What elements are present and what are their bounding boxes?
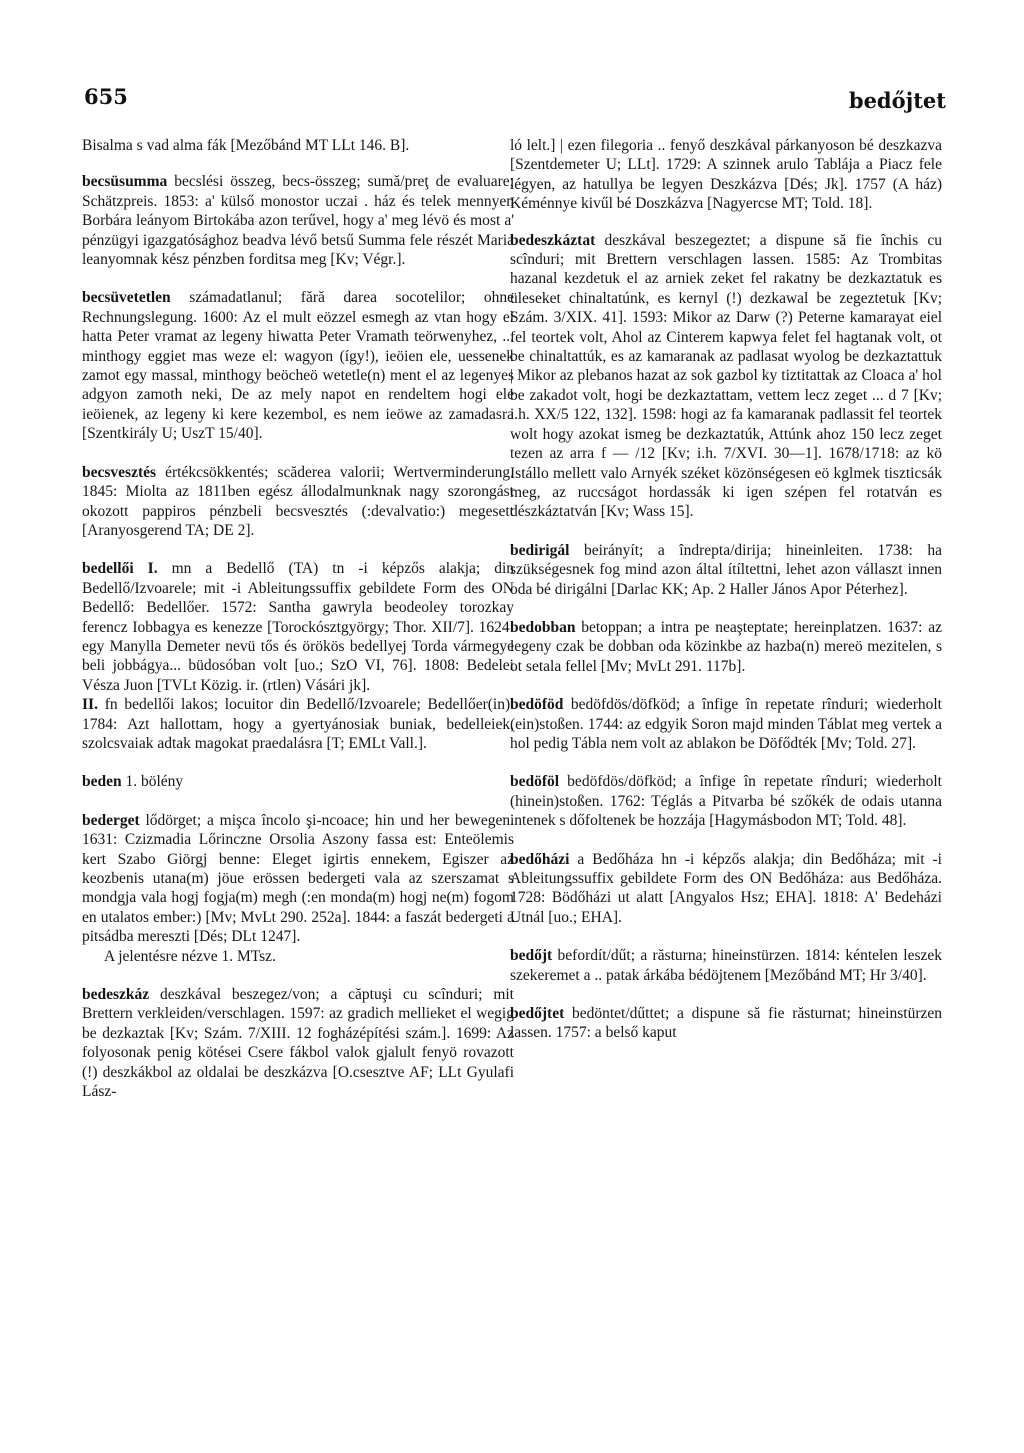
entry-note	[82, 947, 514, 966]
entry-text: értékcsökkentés; scăderea valorii; Wertverminderung. 1845: Miolta az 1811ben egész állodalmunknak nagy szorongást okozott pappiros pénzbeli becsvesztés (:devalvatio:) megesett [Aranyosgerend TA; DE 2].	[82, 463, 514, 539]
entry-text: Bisalma s vad alma fák [Mezőbánd MT LLt 146. B].	[82, 137, 410, 154]
dictionary-entry	[82, 288, 514, 443]
entry-headword: bedőházi	[510, 850, 570, 868]
entry-headword: becsvesztés	[82, 463, 157, 481]
right-column	[510, 136, 942, 1062]
dictionary-entry	[82, 136, 514, 155]
entry-headword: bedeszkáz	[82, 986, 150, 1004]
dictionary-entry	[82, 559, 514, 695]
entry-headword: becsüsumma	[82, 173, 168, 191]
entry-text: 1. bölény	[121, 773, 184, 791]
entry-headword: bedőjtet	[510, 1005, 565, 1023]
entry-headword: bedöföd	[510, 696, 564, 714]
entry-text: mn a Bedellő (TA) tn -i képzős alakja; din Bedellő/Izvoarele; mit -i Ableitungssuffix gebildete Form des ON Bedellő: Bedellőer. 1572: Santha gawryla beodeoley torozkay ferencz Iobbagya es kenezze [Torockósztgyörgy; Thor. XII/7]. 1624: egy Manylla Demeter nevü tős és örökös bedellyej Torda vármegye beli jobbágya... büdosóban volt [uo.; SzO VI, 76]. 1808: Bedelei Vésza Juon [TVLt Közig. ir. (rtlen) Vásári jk].	[82, 560, 514, 694]
dictionary-entry	[82, 772, 514, 791]
dictionary-subentry	[82, 695, 514, 753]
entry-headword: beden	[82, 773, 122, 791]
page-number: 655	[84, 84, 128, 109]
entry-headword: bedirigál	[510, 541, 570, 559]
entry-text: A jelentésre nézve 1. MTsz.	[104, 947, 276, 965]
dictionary-entry	[510, 541, 942, 599]
dictionary-entry	[510, 618, 942, 676]
entry-text: a Bedőháza hn -i képzős alakja; din Bedőháza; mit -i Ableitungssuffix gebildete Form des ON Bedőháza: aus Bedőháza. 1728: Bödőházi ut alatt [Angyalos Hsz; EHA]. 1818: A' Bedeházi Utnál [uo.; EHA].	[510, 850, 942, 926]
entry-headword: bederget	[82, 811, 140, 829]
running-head: bedőjtet	[848, 88, 946, 113]
entry-headword: bedobban	[510, 618, 576, 636]
dictionary-entry	[510, 231, 942, 522]
entry-text: deszkával beszegez/von; a căptuşi cu scînduri; mit Brettern verkleiden/verschlagen. 1597: az gradich mellieket el wegig be dezkaztak [Kv; Szám. 7/XIII. 12 fogházépítési szám.]. 1699: Az folyosonak penig kötései Csere fákbol valok gjalult fenyö rovazott (!) deszkákbol az oldalai be deszkázva [O.csesztve AF; LLt Gyulafi Lász-	[82, 986, 514, 1101]
entry-headword: bedöföl	[510, 773, 560, 791]
entry-text: számadatlanul; fără darea socotelilor; ohne Rechnungslegung. 1600: Az el mult eözzel esmegh az vtan hogy el hatta Peter vramat az legeny hiwatta Peter Vramath teörwenyhez, ... minthogy eggiet mas weze el: wagyon (így!), ieöien ele, uessenek zamot egy massal, minthogy beöcheö wetetle(n) ment el az legenyes adgyon zamoth neki, De az mely napot en rendeltem hogi ele ieöienek, az legeny ki kere kezembol, es nem ieöwe az zamadasra [Szentkirály U; UszT 15/40].	[82, 289, 514, 443]
entry-text: fn bedellői lakos; locuitor din Bedellő/Izvoarele; Bedellőer(in). 1784: Azt hallottam, hogy a gyertyánosiak buniak, bedelleiek, szolcsvaiak adtak magokat praedalásra [T; EMLt Vall.].	[82, 696, 514, 752]
dictionary-entry	[510, 772, 942, 830]
dictionary-entry	[510, 850, 942, 928]
dictionary-entry	[510, 1004, 942, 1043]
entry-text: beirányít; a îndrepta/dirija; hineinleiten. 1738: ha szükségesnek fog mind azon által ítíltettni, lehet azon vállaszt innen oda bé dirigálni [Darlac KK; Ap. 2 Haller János Apor Péterhez].	[510, 541, 942, 598]
entry-text: lődörget; a mişca încolo şi-ncoace; hin und her bewegen. 1631: Czizmadia Lőrinczne Orsolia Aszony fassa est: Enteölemis kert Szabo Giörgj benne: Eleget igirtis ennekem, Egiszer az keozbenis utana(m) jöue erössen bedergeti vala az szerszamat s mondgja vala hogj fogja(m) megh (:en monda(m) hogj ne(m) fogom en utalatos ember:) [Mv; MvLt 290. 252a]. 1844: a faszát bedergeti a pitsádba mereszti [Dés; DLt 1247].	[82, 811, 514, 946]
entry-text: bedöfdös/döfköd; a înfige în repetate rînduri; wiederholt (hinein)stoßen. 1762: Téglás a Pitvarba bé szőkék de odais utanna intenek s dőfoltenek be hozzája [Hagymásbodon MT; Told. 48].	[510, 773, 942, 830]
entry-text: deszkával beszegeztet; a dispune să fie închis cu scînduri; mit Brettern verschlagen lassen. 1585: Az Trombitas hazanal kezdetuk el az arniek zeket fel rakatny be dezkaztatuk es üleseket chinaltatúnk, es kernyl (!) dezkawal be zegeztetuk [Kv; Szám. 3/XIX. 41]. 1593: Mikor az Darw (?) Peterne kamarayat eiel fel teortek volt, Ahol az Cinterem kapwya felet fel hagtanak volt, ot be chinaltattúk, es az kamaranak az padlasat wyolog be dezkaztattuk | Mikor az plebanos hazat az sok gazbol ky tiztitattak az Cloaca a' hol be zakadot volt, hogi be dezkaztattam, vettem lecz zeget ... d 7 [Kv; i.h. XX/5 122, 132]. 1598: hogi az fa kamaranak padlassit fel teortek wolt hogy azokat ismeg be dezkaztatúk, Attúnk ahoz 150 lecz zeget tezen az arra f — /12 [Kv; i.h. 7/XVI. 30—1]. 1678/1718: az kö Istállo mellett valo Arnyék széket közönségesen eö kglmek tiszticsák meg, az ruccságot hordassák ki igen szépen fel rotatván es dészkáztatván [Kv; Wass 15].	[510, 231, 942, 521]
entry-text: becslési összeg, becs-összeg; sumă/preţ de evaluare; Schätzpreis. 1853: a' külső monostor uczai . ház és telek mennyen Borbára leányom Birtokába azon terűvel, hogy a' meg lévö és most a' pénzügyi igazgatósághoz beadva lévő betsű Summa fele részét Maria leanyomnak kész pénzben forditsa meg [Kv; Végr.].	[82, 173, 514, 269]
entry-text: befordít/dűt; a răsturna; hineinstürzen. 1814: kéntelen leszek szekeremet a .. patak árkába bédöjtenem [Mezőbánd MT; Hr 3/40].	[510, 947, 942, 984]
entry-text: bedöntet/dűttet; a dispune să fie răsturnat; hineinstürzen lassen. 1757: a belső kaput	[510, 1005, 942, 1042]
entry-text: ló lelt.] | ezen filegoria .. fenyő deszkával párkanyoson bé deszkazva [Szentdemeter U; LLt]. 1729: A szinnek arulo Tablája a Piacz fele légyen, az hatullya be legyen Deszkázva [Dés; Jk]. 1757 (A ház) Kéménnye kivűl bé Doszkázva [Nagyercse MT; Told. 18].	[510, 137, 942, 213]
entry-headword: bedellői I.	[82, 560, 158, 578]
dictionary-entry	[510, 946, 942, 985]
entry-headword: bedeszkáztat	[510, 231, 596, 249]
entry-headword: II.	[82, 696, 98, 714]
entry-text: bedöfdös/döfköd; a înfige în repetate rînduri; wiederholt (ein)stoßen. 1744: az edgyik Soron majd minden Táblat meg vertek a hol pedig Tábla nem volt az ablakon be Döfődték [Mv; Told. 27].	[510, 696, 942, 752]
entry-text: betoppan; a intra pe neaşteptate; hereinplatzen. 1637: az legeny czak be dobban oda közinkbe az hazba(n) mereö mezitelen, s ot setala fellel [Mv; MvLt 291. 117b].	[510, 618, 942, 675]
dictionary-entry	[82, 463, 514, 541]
dictionary-entry	[82, 811, 514, 947]
dictionary-entry	[82, 172, 514, 269]
left-column	[82, 136, 514, 1120]
dictionary-entry	[82, 985, 514, 1101]
entry-headword: becsüvetetlen	[82, 289, 171, 307]
dictionary-entry	[510, 695, 942, 753]
dictionary-entry	[510, 136, 942, 214]
entry-headword: bedőjt	[510, 947, 553, 965]
